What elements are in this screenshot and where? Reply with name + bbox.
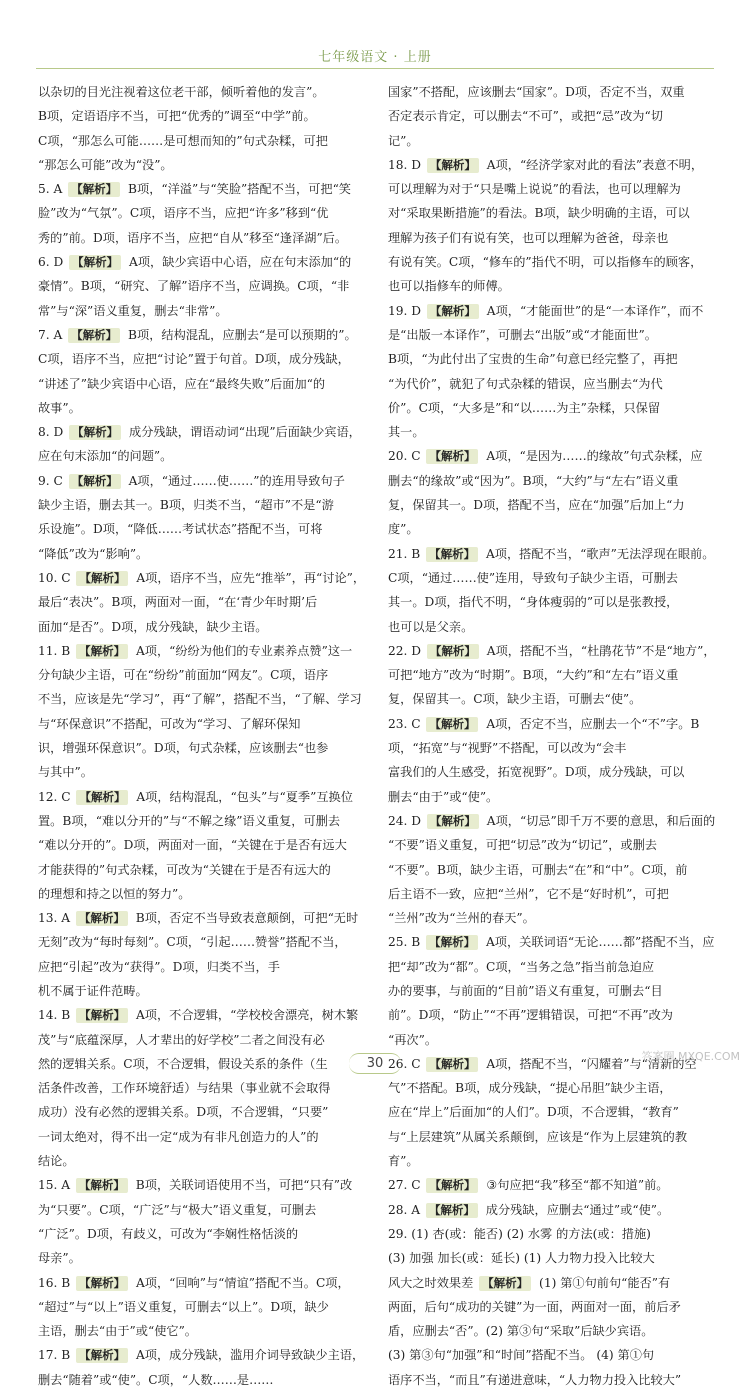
text-line: “降低”改为“影响”。 [38,546,149,561]
page-number: 30 [349,1053,402,1074]
analysis-tag: 【解析】 [69,425,121,440]
text-line: 然的逻辑关系。C项，不合逻辑，假设关系的条件（生 [38,1056,328,1071]
analysis-tag: 【解析】 [76,571,128,586]
text-line: 前”。D项，“防止”“不再”逻辑错误，可把“不再”改为 [388,1008,673,1023]
text-line: 缺少主语，删去其一。B项，归类不当，“超市”不是“游 [38,498,334,513]
text-line: C项，“通过……使”连用，导致句子缺少主语，可删去 [388,570,678,585]
analysis-tag: 【解析】 [76,1276,128,1291]
analysis-tag: 【解析】 [76,911,128,926]
text-line: 茂”与“底蕴深厚，人才辈出的好学校”二者之间没有必 [38,1032,325,1047]
text-line: B项，“为此付出了宝贵的生命”句意已经完整了，再把 [388,352,678,367]
left-column [38,80,366,1392]
text-line: 成功）没有必然的逻辑关系。D项，不合逻辑，“只要” [38,1105,329,1120]
analysis-tag: 【解析】 [427,644,479,659]
analysis-tag: 【解析】 [427,158,479,173]
text-line: 活条件改善，工作环境舒适）与结果（事业就不会取得 [38,1081,331,1096]
text-line: 结论。 [38,1154,75,1169]
text-line: 29. (1) 杏(或：能否) (2) 水雾 的方法(或：措施) [388,1226,651,1241]
analysis-tag: 【解析】 [426,547,478,562]
text-line: 分句缺少主语，可在“纷纷”前面加“网友”。C项，语序 [38,668,329,683]
text-line: “为代价”，就犯了句式杂糅的错误，应当删去“为代 [388,376,663,391]
analysis-tag: 【解析】 [427,304,479,319]
text-line: 删去“随着”或“使”。C项，“人数……是…… [38,1372,274,1387]
text-line: B项，定语语序不当，可把“优秀的”调至“中学”前。 [38,109,316,124]
text-line: 故事”。 [38,400,81,415]
text-line: “广泛”。D项，有歧义，可改为“李娴性格恬淡的 [38,1226,299,1241]
text-line: 删去“的缘故”或“因为”。B项，“大约”与“左右”语义重 [388,473,679,488]
text-line: 办的要事，与前面的“目前”语义有重复，可删去“目 [388,983,663,998]
analysis-tag: 【解析】 [479,1276,531,1291]
analysis-tag: 【解析】 [426,935,478,950]
text-line: 价”。C项，“大多是”和“以……为主”杂糅，只保留 [388,400,661,415]
text-line: 气”不搭配。B项，成分残缺，“提心吊胆”缺少主语， [388,1081,672,1096]
analysis-tag: 【解析】 [426,1178,478,1193]
text-line: “超过”与“以上”语义重复，可删去“以上”。D项，缺少 [38,1299,329,1314]
header-divider [36,68,714,69]
text-line: 与其中”。 [38,765,93,780]
text-line: 删去“由于”或“使”。 [388,789,499,804]
watermark-logo: 答案圈 MXQE.COM [641,1050,740,1063]
text-line: 豪情”。B项，“研究、了解”语序不当，应调换。C项，“非 [38,279,350,294]
text-line: 后主语不一致，应把“兰州”，它不是“好时机”，可把 [388,886,669,901]
text-line: 有说有笑。C项，“修车的”指代不明，可以指修车的顾客， [388,255,703,270]
analysis-tag: 【解析】 [426,1057,478,1072]
text-line: C项，“那怎么可能……是可想而知的”句式杂糅，可把 [38,133,328,148]
text-line: (3) 第③句“加强”和“时间”搭配不当。 (4) 第①句 [388,1348,655,1363]
text-line: 最后“表决”。B项，两面对一面，“在‘青少年时期’后 [38,595,318,610]
text-line: 16. B 【解析】 A项，“回响”与“情谊”搭配不当。C项， [38,1275,350,1290]
text-line: 理解为孩子们有说有笑，也可以理解为爸爸，母亲也 [388,230,669,245]
text-line: “那怎么可能”改为“没”。 [38,157,173,172]
text-line: 11. B 【解析】 A项，“纷纷为他们的专业素养点赞”这一 [38,643,353,658]
text-line: 与“环保意识”不搭配，可改为“学习、了解环保知 [38,716,301,731]
text-line: 乐设施”。D项，“降低……考试状态”搭配不当，可将 [38,522,323,537]
text-line: “兰州”改为“兰州的春天”。 [388,911,535,926]
text-line: 应在句末添加“的问题”。 [38,449,173,464]
text-line: 否定表示肯定，可以删去“不可”，或把“忌”改为“切 [388,109,663,124]
text-line: 国家”不搭配，应该删去“国家”。D项，否定不当，双重 [388,85,685,99]
text-line: 复，保留其一。D项，搭配不当，应在“加强”后加上“力 [388,498,685,513]
analysis-tag: 【解析】 [68,328,120,343]
text-line: 25. B 【解析】 A项，关联词语“无论……都”搭配不当，应 [388,935,715,950]
analysis-tag: 【解析】 [426,717,478,732]
text-line: 语序不当，“而且”有递进意味，“人力物力投入比较大” [388,1372,682,1387]
text-line: 27. C 【解析】 ③句应把“我”移至“都不知道”前。 [388,1178,669,1193]
text-line: 23. C 【解析】 A项，否定不当，应删去一个“不”字。B [388,716,700,731]
text-line: 主语，删去“由于”或“使它”。 [38,1324,197,1339]
text-line: 6. D 【解析】 A项，缺少宾语中心语，应在句末添加“的 [38,255,352,270]
text-line: 19. D 【解析】 A项，“才能面世”的是“一本译作”，而不 [388,303,704,318]
analysis-tag: 【解析】 [427,814,479,829]
text-line: 秀的”前。D项，语序不当，应把“自从”移至“逢泽湖”后。 [38,230,348,245]
analysis-tag: 【解析】 [76,644,128,659]
text-line: 不当，应该是先“学习”，再“了解”，搭配不当，“了解、学习 [38,692,362,707]
text-line: 面加“是否”。D项，成分残缺，缺少主语。 [38,619,268,634]
text-line: “不要”语义重复，可把“切忌”改为“切记”，或删去 [388,838,657,853]
text-line: 26. C 【解析】 A项，搭配不当，“闪耀着”与“清新的空 [388,1056,697,1071]
analysis-tag: 【解析】 [69,255,121,270]
text-line: 为“只要”。C项，“广泛”与“极大”语义重复，可删去 [38,1202,317,1217]
text-line: “不要”。B项，缺少主语，可删去“在”和“中”。C项，前 [388,862,688,877]
book-title: 七年级语文 · 上册 [318,50,432,65]
text-line: 一词太绝对，得不出一定“成为有非凡创造力的人”的 [38,1129,319,1144]
text-line: 18. D 【解析】 A项，“经济学家对此的看法”表意不明， [388,157,704,172]
text-line: 对“采取果断措施”的看法。B项，缺少明确的主语，可以 [388,206,690,221]
text-line: 度”。 [388,522,419,537]
text-line: 可把“地方”改为“时期”。B项，“大约”和“左右”语义重 [388,668,679,683]
analysis-tag: 【解析】 [76,1178,128,1193]
text-line: 复，保留其一。C项，缺少主语，可删去“使”。 [388,692,642,707]
text-line: 的理想和持之以恒的努力”。 [38,886,191,901]
text-line: 富我们的人生感受，拓宽视野”。D项，成分残缺，可以 [388,765,685,780]
text-line: 常”与“深”语义重复，删去“非常”。 [38,303,228,318]
analysis-tag: 【解析】 [426,449,478,464]
text-line: 育”。 [388,1154,419,1169]
text-line: 以杂切的目光注视着这位老干部，倾听着他的发言”。 [38,85,325,99]
text-line: 也可以指修车的师傅。 [388,279,510,294]
text-line: 是“出版一本译作”，可删去“出版”或“才能面世”。 [388,327,657,342]
text-line: 无刻”改为“每时每刻”。C项，“引起……赞誉”搭配不当， [38,935,347,950]
text-line: 14. B 【解析】 A项，不合逻辑，“学校校舍漂亮，树木繁 [38,1008,359,1023]
text-line: 记”。 [388,133,419,148]
text-line: (3) 加强 加长(或：延长) (1) 人力物力投入比较大 [388,1251,655,1266]
text-line: 才能获得的”句式杂糅，可改为“关键在于是否有远大的 [38,862,331,877]
right-column [388,80,716,1392]
text-line: 其一。D项，指代不明，“身体瘦弱的”可以是张教授， [388,595,679,610]
text-line: 5. A 【解析】 B项，“洋溢”与“笑脸”搭配不当，可把“笑 [38,182,351,197]
analysis-tag: 【解析】 [68,182,120,197]
text-line: 22. D 【解析】 A项，搭配不当，“杜鹃花节”不是“地方”， [388,643,716,658]
text-line: 盾，应删去“否”。(2) 第③句“采取”后缺少宾语。 [388,1324,654,1339]
text-line: 项，“拓宽”与“视野”不搭配，可以改为“会丰 [388,741,627,756]
text-line: 两面，后句“成功的关键”为一面，两面对一面，前后矛 [388,1299,681,1314]
text-line: 与“上层建筑”从属关系颠倒，应该是“作为上层建筑的教 [388,1129,688,1144]
text-line: 置。B项，“难以分开的”与“不解之缘”语义重复，可删去 [38,813,341,828]
text-line: 7. A 【解析】 B项，结构混乱，应删去“是可以预期的”。 [38,327,357,342]
text-line: 15. A 【解析】 B项，关联词语使用不当，可把“只有”改 [38,1178,353,1193]
text-line: 10. C 【解析】 A项，语序不当，应先“推举”，再“讨论”， [38,570,366,585]
text-line: 21. B 【解析】 A项，搭配不当，“歌声”无法浮现在眼前。 [388,546,715,561]
text-line: 12. C 【解析】 A项，结构混乱，“包头”与“夏季”互换位 [38,789,353,804]
text-line: 9. C 【解析】 A项，“通过……使……”的连用导致句子 [38,473,345,488]
text-line: 24. D 【解析】 A项，“切忌”即千万不要的意思，和后面的 [388,813,716,828]
text-line: 风大之时效果差 【解析】 (1) 第①句前句“能否”有 [388,1275,671,1290]
text-line: 把“却”改为“都”。C项，“当务之急”指当前急迫应 [388,959,655,974]
text-line: 可以理解为对于“只是嘴上说说”的看法，也可以理解为 [388,182,681,197]
text-line: 17. B 【解析】 A项，成分残缺，滥用介词导致缺少主语， [38,1348,365,1363]
analysis-tag: 【解析】 [69,474,121,489]
text-line: 脸”改为“气氛”。C项，语序不当，应把“许多”移到“优 [38,206,329,221]
text-line: “难以分开的”。D项，两面对一面，“关键在于是否有远大 [38,838,347,853]
text-line: 母亲”。 [38,1251,81,1266]
text-line: 识，增强环保意识”。D项，句式杂糅，应该删去“也参 [38,741,329,756]
text-line: 应把“引起”改为“获得”。D项，归类不当，手 [38,959,280,974]
text-line: 其一。 [388,425,425,440]
analysis-tag: 【解析】 [426,1203,478,1218]
analysis-tag: 【解析】 [76,1008,128,1023]
text-line: “再次”。 [388,1032,438,1047]
text-line: 28. A 【解析】 成分残缺，应删去“通过”或“使”。 [388,1202,670,1217]
page-header [0,0,750,80]
text-line: 机不属于证件范畴。 [38,983,148,998]
text-line: “讲述了”缺少宾语中心语，应在“最终失败”后面加“的 [38,376,326,391]
analysis-tag: 【解析】 [76,790,128,805]
text-line: 应在“岸上”后面加“的人们”。D项，不合逻辑，“教育” [388,1105,679,1120]
text-line: C项，语序不当，应把“讨论”置于句首。D项，成分残缺， [38,352,350,367]
text-line: 也可以是父亲。 [388,619,474,634]
text-line: 8. D 【解析】 成分残缺，谓语动词“出现”后面缺少宾语， [38,425,361,440]
text-line: 20. C 【解析】 A项，“是因为……的缘故”句式杂糅，应 [388,449,703,464]
text-line: 13. A 【解析】 B项，否定不当导致表意颠倒，可把“无时 [38,911,359,926]
analysis-tag: 【解析】 [76,1348,128,1363]
